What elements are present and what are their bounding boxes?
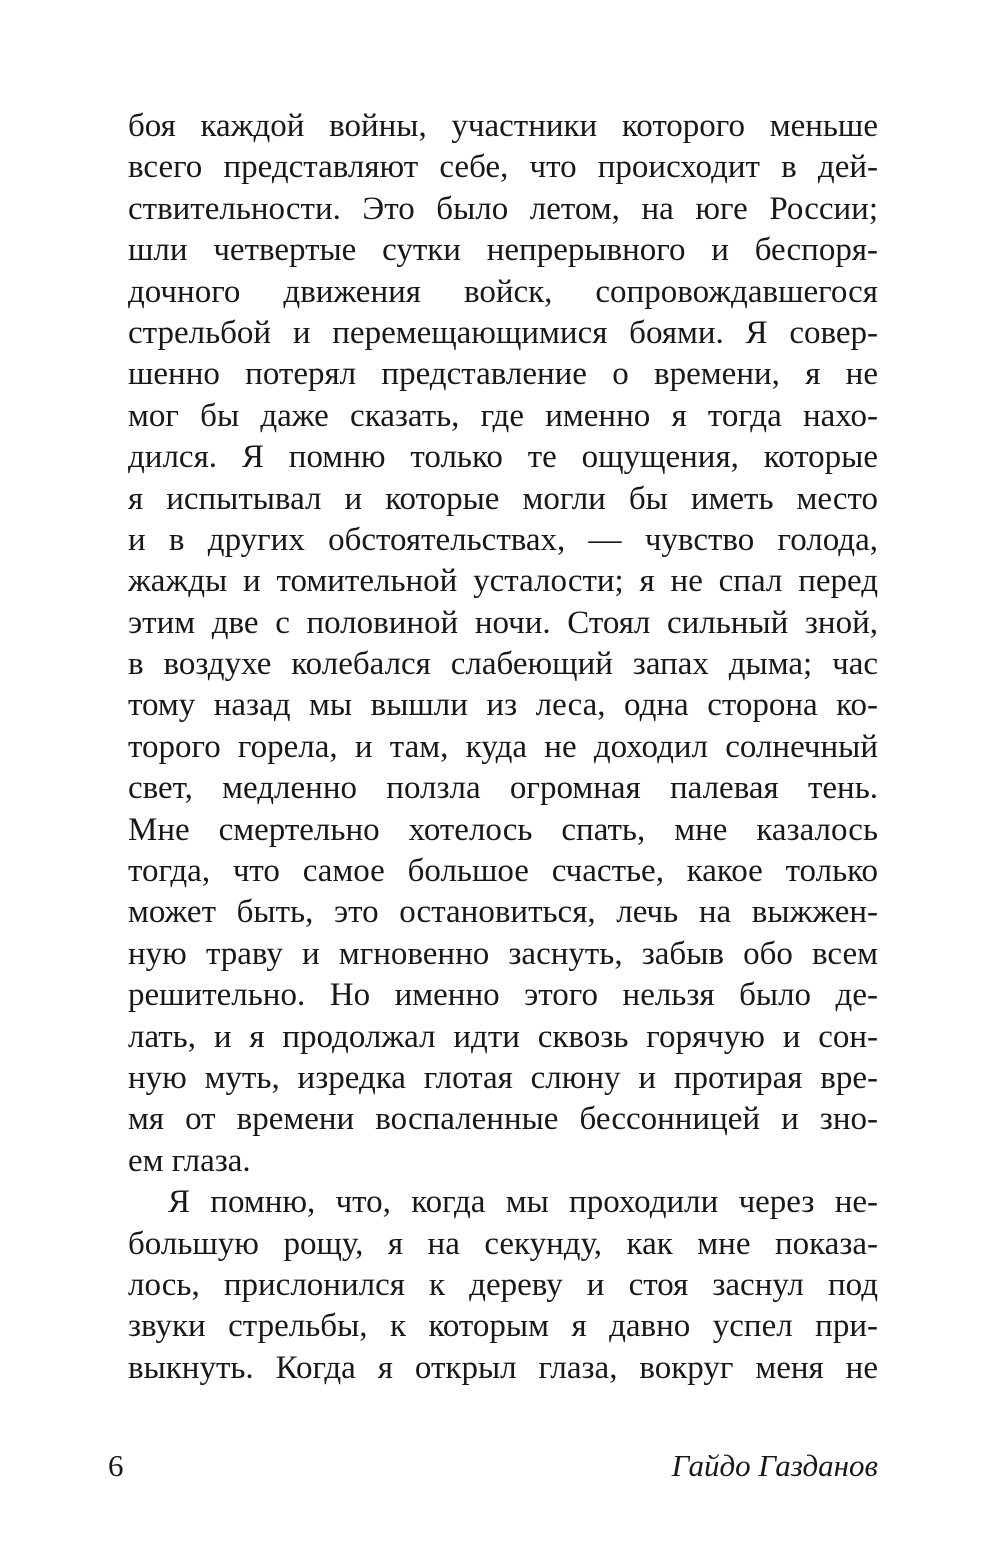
page-footer [108,1446,878,1486]
text-line: свет, медленно ползла огромная палевая тень. [128,770,878,807]
page-number: 6 [108,1448,124,1483]
text-line: жажды и томительной усталости; я не спал перед [128,563,878,600]
text-line: ную муть, изредка глотая слюну и протирая вре- [128,1059,878,1096]
text-line: Мне смертельно хотелось спать, мне казалось [128,811,878,848]
text-line: мог бы даже сказать, где именно я тогда нахо- [128,397,878,434]
text-line: мя от времени воспаленные бессонницей и зно- [128,1101,878,1138]
text-line: выкнуть. Когда я открыл глаза, вокруг меня не [128,1349,878,1386]
text-line: шли четвертые сутки непрерывного и беспоря- [128,232,878,269]
text-line: решительно. Но именно этого нельзя было де- [128,977,878,1014]
text-line: в воздухе колебался слабеющий запах дыма; час [128,646,878,683]
text-line: большую рощу, я на секунду, как мне показа- [128,1225,878,1262]
text-line: боя каждой войны, участники которого меньше [128,108,878,144]
text-line: ную траву и мгновенно заснуть, забыв обо всем [128,935,878,972]
text-line: стрельбой и перемещающимися боями. Я совер- [128,314,878,351]
text-line: и в других обстоятельствах, — чувство голода, [128,521,878,558]
text-line: дочного движения войск, сопровождавшегося [128,273,878,310]
text-line: может быть, это остановиться, лечь на выжжен- [128,894,878,931]
text-line: я испытывал и которые могли бы иметь место [128,480,878,517]
text-line: этим две с половиной ночи. Стоял сильный зной, [128,604,878,641]
text-line: ем глаза. [128,1142,251,1179]
text-line: тогда, что самое большое счастье, какое только [128,853,878,890]
text-line: лось, прислонился к дереву и стоя заснул под [128,1266,878,1303]
text-line: торого горела, и там, куда не доходил солнечный [128,728,878,765]
text-line: Я помню, что, когда мы проходили через не- [168,1184,878,1221]
text-line: шенно потерял представление о времени, я не [128,356,878,393]
running-author: Гайдо Газданов [671,1448,878,1483]
text-line: звуки стрельбы, к которым я давно успел при- [128,1308,878,1345]
text-line: тому назад мы вышли из леса, одна сторона ко- [128,687,878,724]
text-line: всего представляют себе, что происходит в дей- [128,149,878,186]
text-line: ствительности. Это было летом, на юге России; [128,190,878,227]
text-line: лать, и я продолжал идти сквозь горячую и сон- [128,1018,878,1055]
text-block [128,106,878,1389]
text-line: дился. Я помню только те ощущения, которые [128,439,878,476]
